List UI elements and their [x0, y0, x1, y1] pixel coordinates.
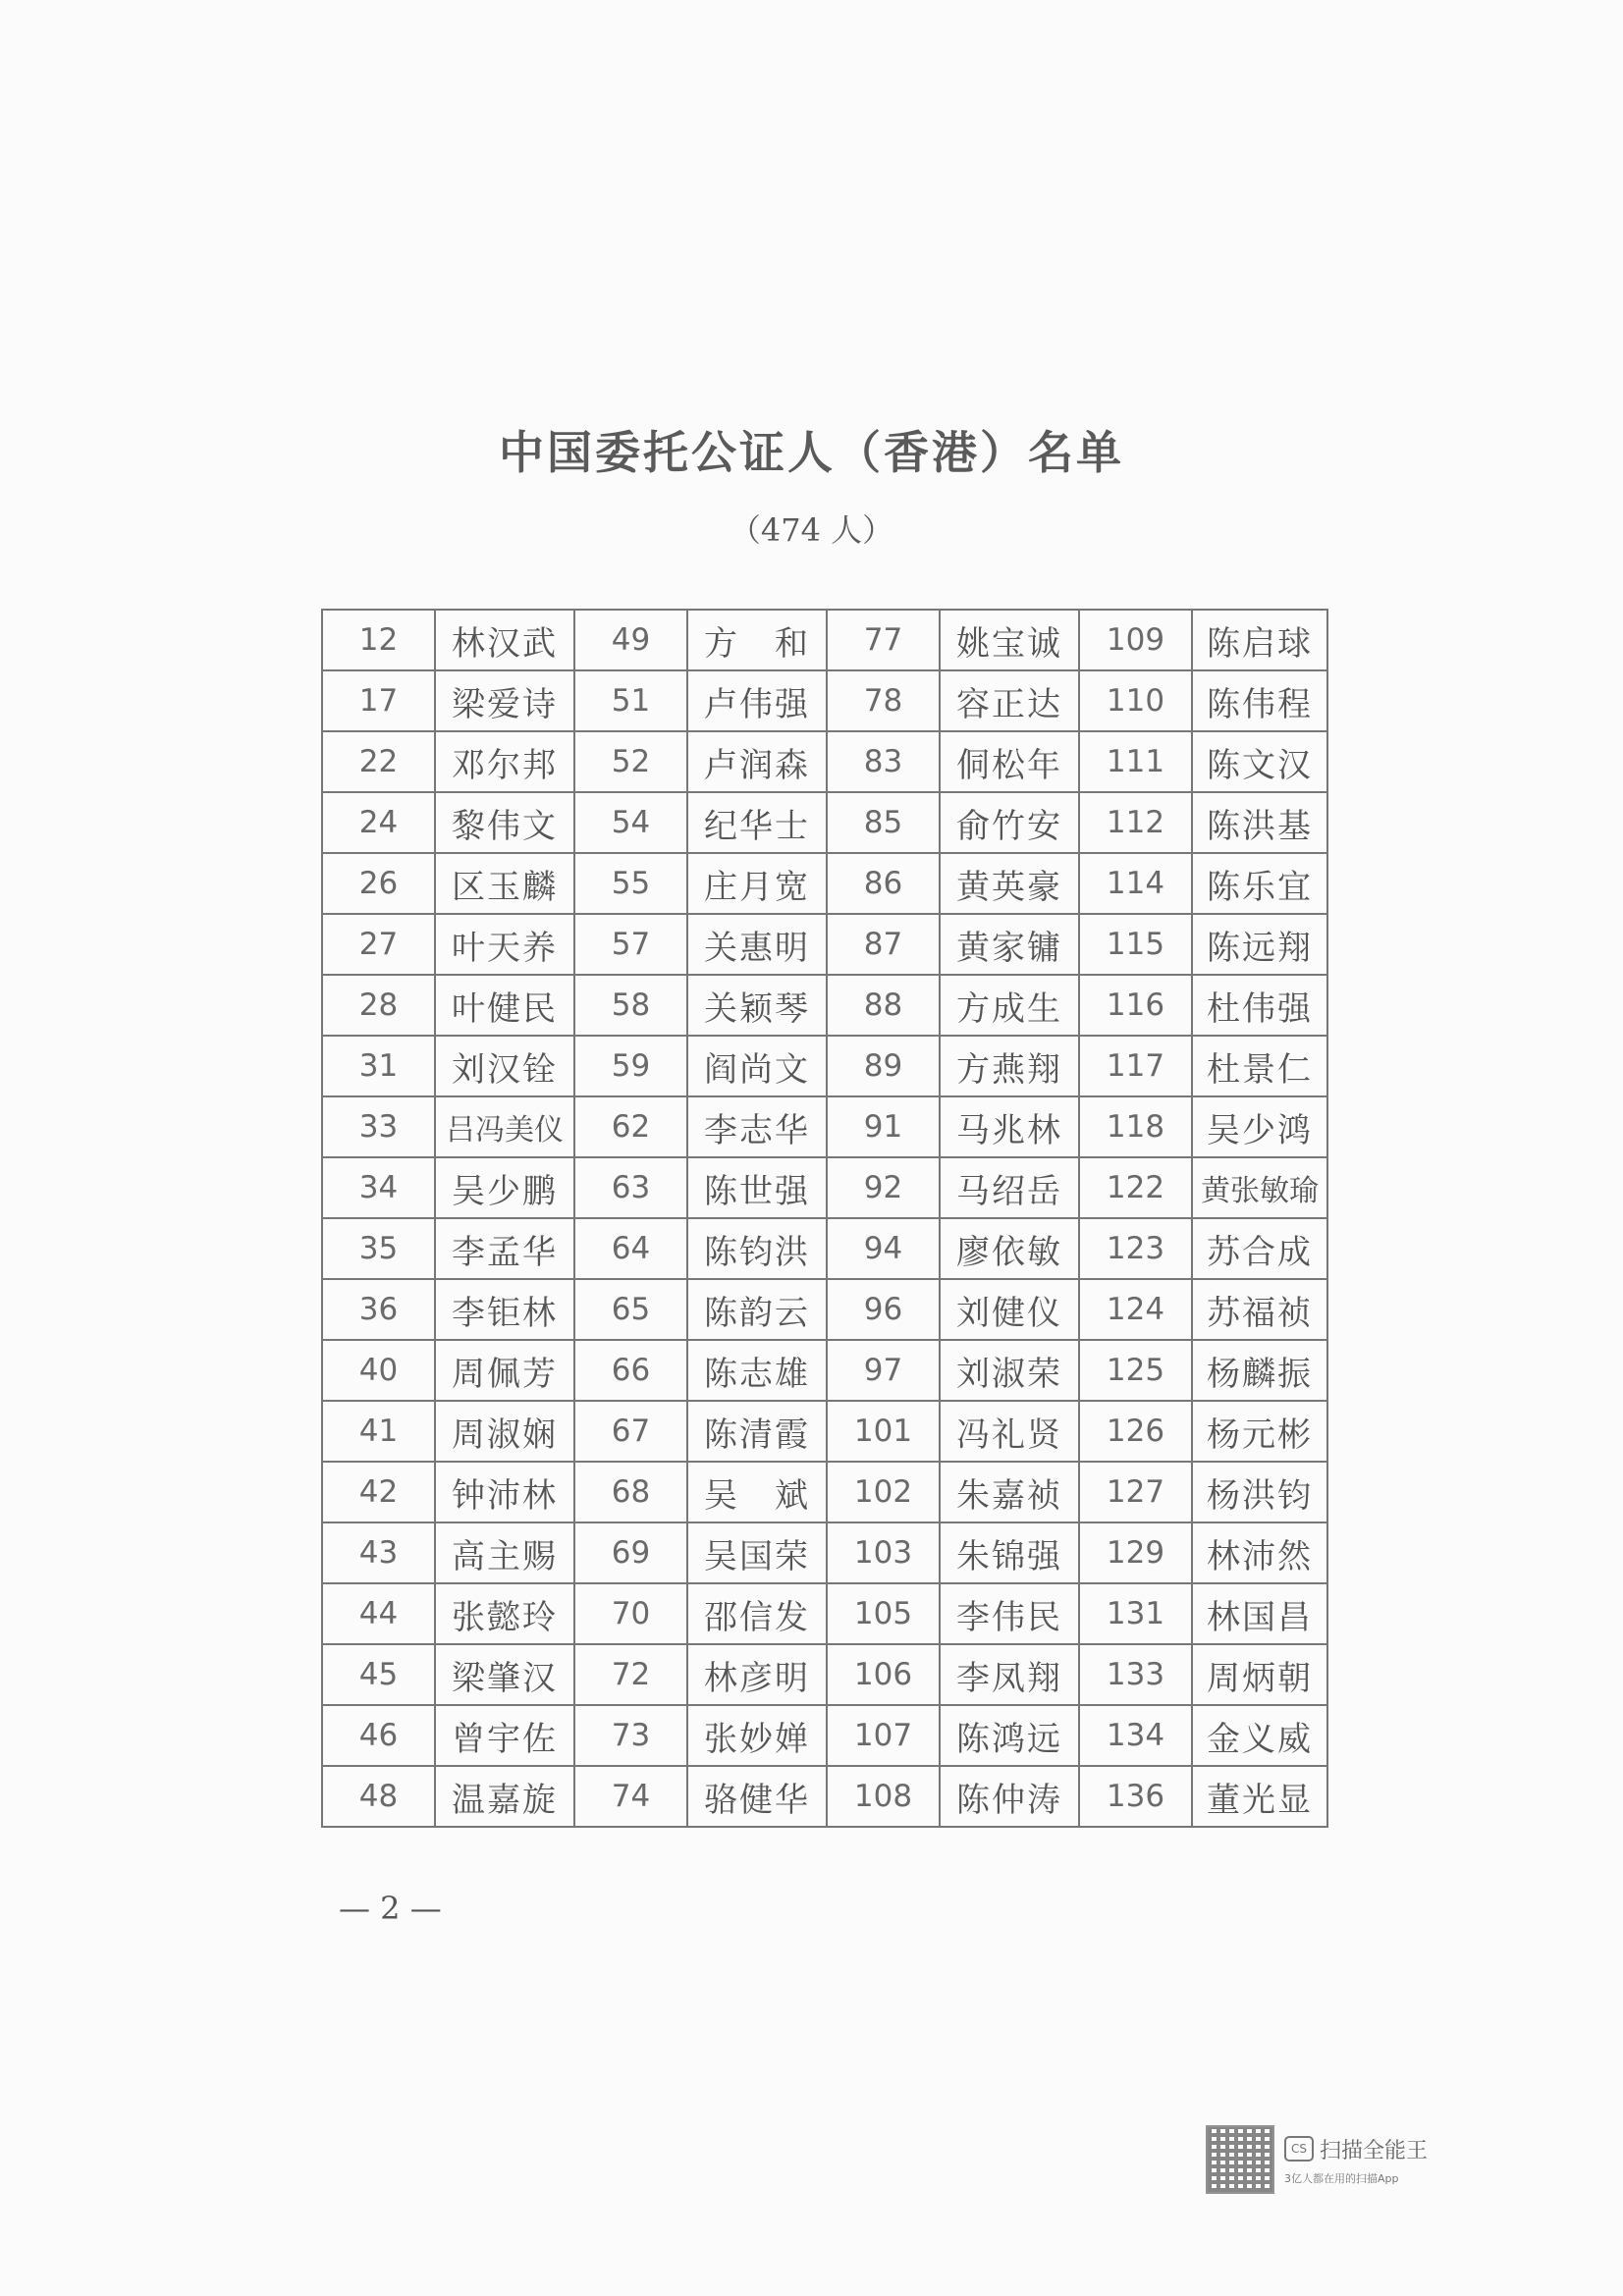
roster-name-cell: 陈钧洪 — [687, 1218, 827, 1279]
roster-name-cell: 刘健仪 — [940, 1279, 1079, 1340]
roster-name-cell: 关惠明 — [687, 914, 827, 975]
roster-name-cell: 叶健民 — [435, 975, 574, 1036]
roster-name-cell: 邵信发 — [687, 1583, 827, 1644]
roster-number-cell: 117 — [1079, 1036, 1192, 1096]
roster-name-cell: 廖依敏 — [940, 1218, 1079, 1279]
roster-name-cell: 陈韵云 — [687, 1279, 827, 1340]
roster-number-cell: 22 — [322, 731, 435, 792]
roster-number-cell: 74 — [574, 1766, 687, 1827]
roster-name-cell: 周佩芳 — [435, 1340, 574, 1401]
roster-number-cell: 59 — [574, 1036, 687, 1096]
roster-number-cell: 36 — [322, 1279, 435, 1340]
roster-name-cell: 苏福祯 — [1192, 1279, 1327, 1340]
roster-number-cell: 28 — [322, 975, 435, 1036]
roster-number-cell: 83 — [827, 731, 940, 792]
roster-name-cell: 李伟民 — [940, 1583, 1079, 1644]
roster-name-cell: 姚宝诚 — [940, 610, 1079, 670]
table-row — [322, 1583, 1327, 1644]
roster-number-cell: 112 — [1079, 792, 1192, 853]
roster-name-cell: 黄家镛 — [940, 914, 1079, 975]
roster-name-cell: 李钜林 — [435, 1279, 574, 1340]
roster-name-cell: 区玉麟 — [435, 853, 574, 914]
roster-number-cell: 31 — [322, 1036, 435, 1096]
roster-number-cell: 110 — [1079, 670, 1192, 731]
roster-number-cell: 48 — [322, 1766, 435, 1827]
roster-number-cell: 102 — [827, 1462, 940, 1522]
roster-number-cell: 116 — [1079, 975, 1192, 1036]
roster-number-cell: 105 — [827, 1583, 940, 1644]
roster-name-cell: 陈鸿远 — [940, 1705, 1079, 1766]
roster-name-cell: 俞竹安 — [940, 792, 1079, 853]
roster-number-cell: 24 — [322, 792, 435, 853]
roster-number-cell: 52 — [574, 731, 687, 792]
roster-name-cell: 金义威 — [1192, 1705, 1327, 1766]
roster-name-cell: 黄张敏瑜 — [1192, 1157, 1327, 1218]
roster-number-cell: 72 — [574, 1644, 687, 1705]
roster-number-cell: 66 — [574, 1340, 687, 1401]
roster-number-cell: 64 — [574, 1218, 687, 1279]
table-row — [322, 1766, 1327, 1827]
roster-number-cell: 65 — [574, 1279, 687, 1340]
roster-number-cell: 127 — [1079, 1462, 1192, 1522]
roster-name-cell: 叶天养 — [435, 914, 574, 975]
roster-number-cell: 55 — [574, 853, 687, 914]
roster-number-cell: 46 — [322, 1705, 435, 1766]
roster-name-cell: 陈远翔 — [1192, 914, 1327, 975]
roster-number-cell: 26 — [322, 853, 435, 914]
scanner-watermark — [1206, 2125, 1428, 2194]
roster-name-cell: 方燕翔 — [940, 1036, 1079, 1096]
table-row — [322, 1096, 1327, 1157]
roster-name-cell: 陈洪基 — [1192, 792, 1327, 853]
roster-name-cell: 陈世强 — [687, 1157, 827, 1218]
table-row — [322, 1522, 1327, 1583]
roster-number-cell: 63 — [574, 1157, 687, 1218]
roster-number-cell: 89 — [827, 1036, 940, 1096]
roster-number-cell: 101 — [827, 1401, 940, 1462]
roster-name-cell: 杨麟振 — [1192, 1340, 1327, 1401]
roster-number-cell: 35 — [322, 1218, 435, 1279]
roster-number-cell: 118 — [1079, 1096, 1192, 1157]
roster-number-cell: 134 — [1079, 1705, 1192, 1766]
table-row — [322, 610, 1327, 670]
roster-name-cell: 温嘉旋 — [435, 1766, 574, 1827]
roster-name-cell: 刘汉铨 — [435, 1036, 574, 1096]
scanner-tagline: 3亿人都在用的扫描App — [1284, 2171, 1399, 2185]
roster-name-cell: 林国昌 — [1192, 1583, 1327, 1644]
roster-name-cell: 陈文汉 — [1192, 731, 1327, 792]
roster-number-cell: 109 — [1079, 610, 1192, 670]
roster-name-cell: 陈伟程 — [1192, 670, 1327, 731]
roster-name-cell: 董光显 — [1192, 1766, 1327, 1827]
roster-name-cell: 李孟华 — [435, 1218, 574, 1279]
roster-name-cell: 梁肇汉 — [435, 1644, 574, 1705]
table-row — [322, 1157, 1327, 1218]
table-row — [322, 1705, 1327, 1766]
roster-number-cell: 126 — [1079, 1401, 1192, 1462]
roster-number-cell: 67 — [574, 1401, 687, 1462]
roster-number-cell: 34 — [322, 1157, 435, 1218]
camscanner-logo-icon: CS — [1284, 2136, 1314, 2162]
roster-name-cell: 张懿玲 — [435, 1583, 574, 1644]
roster-number-cell: 40 — [322, 1340, 435, 1401]
roster-number-cell: 42 — [322, 1462, 435, 1522]
roster-number-cell: 58 — [574, 975, 687, 1036]
roster-name-cell: 朱锦强 — [940, 1522, 1079, 1583]
roster-number-cell: 86 — [827, 853, 940, 914]
roster-name-cell: 方成生 — [940, 975, 1079, 1036]
roster-name-cell: 张妙婵 — [687, 1705, 827, 1766]
table-row — [322, 792, 1327, 853]
roster-name-cell: 马兆林 — [940, 1096, 1079, 1157]
roster-number-cell: 57 — [574, 914, 687, 975]
roster-number-cell: 91 — [827, 1096, 940, 1157]
roster-number-cell: 44 — [322, 1583, 435, 1644]
roster-name-cell: 陈乐宜 — [1192, 853, 1327, 914]
roster-number-cell: 68 — [574, 1462, 687, 1522]
roster-name-cell: 杜伟强 — [1192, 975, 1327, 1036]
roster-name-cell: 方 和 — [687, 610, 827, 670]
roster-number-cell: 122 — [1079, 1157, 1192, 1218]
roster-name-cell: 卢润森 — [687, 731, 827, 792]
roster-name-cell: 刘淑荣 — [940, 1340, 1079, 1401]
roster-name-cell: 杨元彬 — [1192, 1401, 1327, 1462]
roster-name-cell: 梁爱诗 — [435, 670, 574, 731]
roster-number-cell: 111 — [1079, 731, 1192, 792]
roster-name-cell: 高主赐 — [435, 1522, 574, 1583]
roster-name-cell: 李凤翔 — [940, 1644, 1079, 1705]
roster-number-cell: 77 — [827, 610, 940, 670]
roster-name-cell: 邓尔邦 — [435, 731, 574, 792]
roster-name-cell: 朱嘉祯 — [940, 1462, 1079, 1522]
roster-name-cell: 林沛然 — [1192, 1522, 1327, 1583]
roster-number-cell: 131 — [1079, 1583, 1192, 1644]
roster-name-cell: 侗松年 — [940, 731, 1079, 792]
roster-number-cell: 106 — [827, 1644, 940, 1705]
roster-number-cell: 94 — [827, 1218, 940, 1279]
roster-number-cell: 54 — [574, 792, 687, 853]
roster-number-cell: 129 — [1079, 1522, 1192, 1583]
roster-name-cell: 陈启球 — [1192, 610, 1327, 670]
roster-name-cell: 周炳朝 — [1192, 1644, 1327, 1705]
roster-number-cell: 17 — [322, 670, 435, 731]
roster-number-cell: 27 — [322, 914, 435, 975]
roster-number-cell: 41 — [322, 1401, 435, 1462]
roster-number-cell: 78 — [827, 670, 940, 731]
roster-number-cell: 114 — [1079, 853, 1192, 914]
roster-name-cell: 卢伟强 — [687, 670, 827, 731]
table-row — [322, 975, 1327, 1036]
table-row — [322, 914, 1327, 975]
roster-number-cell: 103 — [827, 1522, 940, 1583]
roster-name-cell: 吴少鸿 — [1192, 1096, 1327, 1157]
roster-number-cell: 49 — [574, 610, 687, 670]
roster-name-cell: 阎尚文 — [687, 1036, 827, 1096]
roster-name-cell: 杨洪钧 — [1192, 1462, 1327, 1522]
table-row — [322, 1462, 1327, 1522]
notary-roster-table — [321, 609, 1328, 1828]
roster-number-cell: 108 — [827, 1766, 940, 1827]
roster-body — [322, 610, 1327, 1827]
roster-number-cell: 43 — [322, 1522, 435, 1583]
roster-number-cell: 96 — [827, 1279, 940, 1340]
roster-name-cell: 苏合成 — [1192, 1218, 1327, 1279]
roster-number-cell: 107 — [827, 1705, 940, 1766]
table-row — [322, 731, 1327, 792]
roster-number-cell: 12 — [322, 610, 435, 670]
roster-name-cell: 庄月宽 — [687, 853, 827, 914]
roster-name-cell: 林彦明 — [687, 1644, 827, 1705]
table-row — [322, 1218, 1327, 1279]
roster-name-cell: 吴 斌 — [687, 1462, 827, 1522]
roster-number-cell: 115 — [1079, 914, 1192, 975]
table-row — [322, 1279, 1327, 1340]
roster-name-cell: 纪华士 — [687, 792, 827, 853]
roster-name-cell: 周淑娴 — [435, 1401, 574, 1462]
table-row — [322, 1401, 1327, 1462]
roster-name-cell: 李志华 — [687, 1096, 827, 1157]
roster-name-cell: 林汉武 — [435, 610, 574, 670]
roster-number-cell: 62 — [574, 1096, 687, 1157]
document-title: 中国委托公证人（香港）名单 — [499, 426, 1124, 479]
roster-name-cell: 冯礼贤 — [940, 1401, 1079, 1462]
table-row — [322, 853, 1327, 914]
roster-number-cell: 133 — [1079, 1644, 1192, 1705]
qr-code-icon — [1206, 2125, 1274, 2194]
page-number: — 2 — — [339, 1890, 442, 1927]
table-row — [322, 1340, 1327, 1401]
roster-name-cell: 容正达 — [940, 670, 1079, 731]
scanner-brand-name: 扫描全能王 — [1320, 2138, 1429, 2163]
roster-name-cell: 陈志雄 — [687, 1340, 827, 1401]
roster-number-cell: 69 — [574, 1522, 687, 1583]
roster-name-cell: 曾宇佐 — [435, 1705, 574, 1766]
roster-number-cell: 33 — [322, 1096, 435, 1157]
roster-name-cell: 陈清霞 — [687, 1401, 827, 1462]
roster-number-cell: 88 — [827, 975, 940, 1036]
roster-number-cell: 51 — [574, 670, 687, 731]
roster-number-cell: 92 — [827, 1157, 940, 1218]
roster-number-cell: 45 — [322, 1644, 435, 1705]
roster-name-cell: 杜景仁 — [1192, 1036, 1327, 1096]
roster-number-cell: 87 — [827, 914, 940, 975]
roster-number-cell: 85 — [827, 792, 940, 853]
roster-number-cell: 125 — [1079, 1340, 1192, 1401]
table-row — [322, 1036, 1327, 1096]
roster-name-cell: 吴少鹏 — [435, 1157, 574, 1218]
roster-name-cell: 黄英豪 — [940, 853, 1079, 914]
roster-name-cell: 钟沛林 — [435, 1462, 574, 1522]
roster-number-cell: 136 — [1079, 1766, 1192, 1827]
roster-number-cell: 124 — [1079, 1279, 1192, 1340]
table-row — [322, 670, 1327, 731]
roster-name-cell: 吕冯美仪 — [435, 1096, 574, 1157]
roster-number-cell: 97 — [827, 1340, 940, 1401]
roster-number-cell: 123 — [1079, 1218, 1192, 1279]
roster-name-cell: 骆健华 — [687, 1766, 827, 1827]
roster-name-cell: 陈仲涛 — [940, 1766, 1079, 1827]
roster-name-cell: 马绍岳 — [940, 1157, 1079, 1218]
document-subtitle: （474 人） — [729, 511, 894, 549]
roster-name-cell: 关颖琴 — [687, 975, 827, 1036]
roster-name-cell: 吴国荣 — [687, 1522, 827, 1583]
roster-name-cell: 黎伟文 — [435, 792, 574, 853]
roster-number-cell: 73 — [574, 1705, 687, 1766]
roster-number-cell: 70 — [574, 1583, 687, 1644]
table-row — [322, 1644, 1327, 1705]
